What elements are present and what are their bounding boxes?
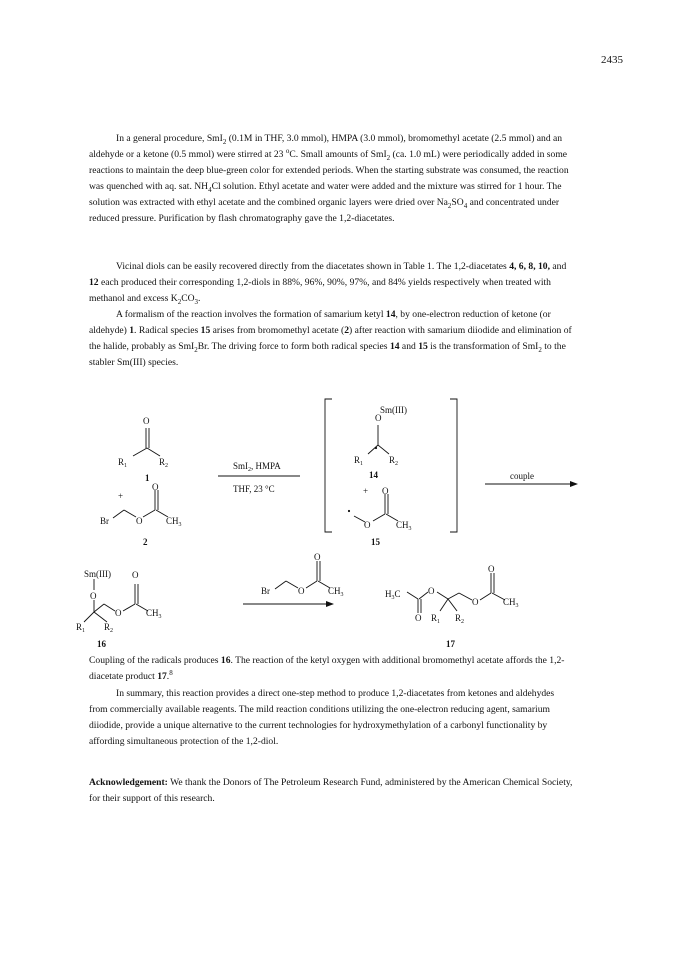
compound14-oxygen: O: [375, 413, 382, 423]
compound-2-label: 2: [143, 537, 148, 547]
compound17-r1: $R_1$: [431, 613, 441, 625]
reagent-smi2-hmpa: SmI$_2$, HMPA: [233, 461, 281, 473]
compound17-carbonyl-oxygen-2: O: [488, 564, 495, 574]
paragraph-mechanism: A formalism of the reaction involves the formation of samarium ketyl 14, by one-electron reduction of ketone (or aldehyde) 1. Radical species 15 arises from bromomethyl acetate (2) after reaction with samarium diiodide and elimination of the halide, probably as SmI$_2$Br. The driving force to form both radical species 14 and 15 is the transformation of SmI$_2$ to the stabler Sm(III) species.: [89, 309, 572, 368]
compound15-oxygen: O: [382, 486, 389, 496]
compound17-oxygen-1: O: [428, 586, 435, 596]
compound2-oxygen: O: [152, 482, 159, 492]
reagent-carbonyl-oxygen: O: [314, 552, 321, 562]
paragraph-vicinal-diols: Vicinal diols can be easily recovered directly from the diacetates shown in Table 1. The 1,2-diacetates 4, 6, 8, 10, and 12 each produced their corresponding 1,2-diols in 88%, 96%, 90%, 97%, and 84% yields respectively when treated with methanol and excess $K_2CO_3$.: [89, 261, 567, 306]
compound16-ester-oxygen: O: [115, 608, 122, 618]
compound2-methyl: $CH_3$: [166, 516, 182, 528]
compound17-methyl: $H_3C$: [385, 589, 401, 601]
compound14-r1: $R_1$: [354, 455, 364, 467]
compound1-r2: $R_2$: [159, 457, 169, 469]
reagent-methyl: $CH_3$: [328, 586, 344, 598]
compound1-r1: $R_1$: [118, 457, 128, 469]
plus-sign: +: [363, 486, 369, 496]
compound17-methyl-2: $CH_3$: [503, 597, 519, 609]
page-number: 2435: [601, 54, 623, 66]
compound16-methyl: $CH_3$: [146, 608, 162, 620]
plus-sign: +: [118, 491, 124, 501]
compound16-carbonyl-oxygen: O: [132, 570, 139, 580]
paragraph-general-procedure: In a general procedure, SmI$_2$ (0.1M in THF, 3.0 mmol), HMPA (3.0 mmol), bromomethyl acetate (2.5 mmol) and an aldehyde or a ketone (0.5 mmol) were stirred at 23 $^o$C. Small amounts of SmI$_2$ (ca. 1.0 mL) were periodically added in some reactions to maintain the deep blue-green color for extended periods. When the starting substrate was consumed, the reaction was quenched with aq. sat. $NH_4Cl$ solution. Ethyl acetate and water were added and the mixture was stirred for 1 hour. The solution was extracted with ethyl acetate and the combined organic layers were dried over $Na_2SO_4$ and concentrated under reduced pressure. Purification by flash chromatography gave the 1,2-diacetates.: [89, 133, 569, 224]
compound-17-label: 17: [446, 639, 455, 649]
compound-1-label: 1: [145, 473, 150, 483]
reagent-thf-temperature: THF, 23 °C: [233, 484, 275, 494]
compound15-ester-oxygen: O: [364, 520, 371, 530]
compound17-oxygen-2: O: [472, 597, 479, 607]
compound1-oxygen: O: [143, 416, 150, 426]
compound-16-label: 16: [97, 639, 106, 649]
compound-14-label: 14: [369, 470, 378, 480]
compound16-r1: $R_1$: [76, 622, 86, 634]
compound17-r2: $R_2$: [455, 613, 465, 625]
compound16-r2: $R_2$: [104, 622, 114, 634]
paragraph-summary: In summary, this reaction provides a direct one-step method to produce 1,2-diacetates from ketones and aldehydes from commercially available reagents. The mild reaction conditions utilizing the one-electron reducing agent, samarium diiodide, provide a unique alternative to the current technologies for hydroxymethylation of a carbonyl functionality by affording simultaneous protection of the 1,2-diol.: [89, 688, 555, 747]
compound17-carbonyl-oxygen-1: O: [415, 613, 422, 623]
acknowledgement: Acknowledgement: We thank the Donors of The Petroleum Research Fund, administered by the American Chemical Society, for their support of this research.: [89, 777, 573, 804]
compound2-ester-oxygen: O: [136, 516, 143, 526]
compound14-sm3: Sm(III): [380, 405, 407, 415]
compound2-br: Br: [100, 516, 109, 526]
compound14-r2: $R_2$: [389, 455, 399, 467]
compound16-sm3: Sm(III): [84, 569, 111, 579]
compound15-methyl: $CH_3$: [396, 520, 412, 532]
compound-15-label: 15: [371, 537, 380, 547]
reagent-ester-oxygen: O: [298, 586, 305, 596]
compound16-oxygen: O: [90, 591, 97, 601]
reagent-br: Br: [261, 586, 270, 596]
couple-label: couple: [510, 471, 534, 481]
paragraph-coupling: Coupling of the radicals produces 16. The reaction of the ketyl oxygen with additional bromomethyl acetate affords the 1,2-diacetate product 17.$^8$: [89, 655, 565, 682]
